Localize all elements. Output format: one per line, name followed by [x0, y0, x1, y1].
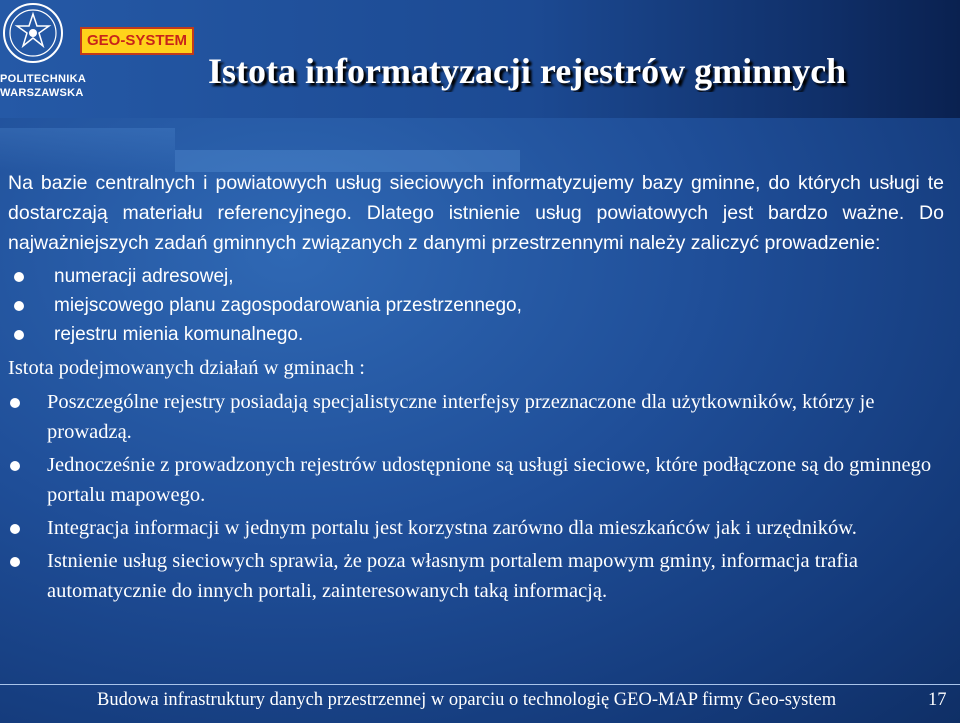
bullet-icon: [10, 557, 20, 567]
list-item: Poszczególne rejestry posiadają specjalistyczne interfejsy przeznaczone dla użytkowników, którzy je prowadzą.: [8, 387, 944, 447]
section-heading: Istota podejmowanych działań w gminach :: [8, 357, 365, 379]
list-item: Jednocześnie z prowadzonych rejestrów udostępnione są usługi sieciowe, które podłączone są do gminnego portalu mapowego.: [8, 450, 944, 510]
bullet-icon: [14, 301, 24, 311]
bullet-icon: [10, 524, 20, 534]
list-item: Integracja informacji w jednym portalu jest korzystna zarówno dla mieszkańców jak i urzędników.: [8, 513, 944, 543]
tasks-list: [8, 262, 944, 349]
university-emblem-icon: [2, 2, 64, 64]
page-number: 17: [928, 690, 947, 710]
footer-text: Budowa infrastruktury danych przestrzennej w oparciu o technologię GEO-MAP firmy Geo-system: [97, 690, 837, 710]
university-name: POLITECHNIKA WARSZAWSKA: [0, 73, 87, 99]
decorative-strip: [0, 128, 175, 172]
intro-paragraph: Na bazie centralnych i powiatowych usług sieciowych informatyzujemy bazy gminne, do których usługi te dostarczają materiału referencyjnego. Dlatego istnienie usług powiatowych jest bardzo ważne. Do najważniejszych zadań gminnych związanych z danymi przestrzennymi należy zaliczyć prowadzenie:: [8, 172, 944, 254]
company-logo: GEO-SYSTEM: [80, 27, 194, 55]
actions-list: [8, 387, 944, 606]
list-item: rejestru mienia komunalnego.: [8, 320, 944, 349]
list-item: Istnienie usług sieciowych sprawia, że poza własnym portalem mapowym gminy, informacja trafia automatycznie do innych portali, zainteresowanych taką informacją.: [8, 546, 944, 606]
list-item: miejscowego planu zagospodarowania przestrzennego,: [8, 291, 944, 320]
list-item: numeracji adresowej,: [8, 262, 944, 291]
bullet-icon: [10, 461, 20, 471]
bullet-icon: [14, 330, 24, 340]
slide-title: Istota informatyzacji rejestrów gminnych: [208, 51, 847, 91]
bullet-icon: [14, 272, 24, 282]
university-logo: [0, 0, 87, 104]
footer-divider: [0, 684, 960, 685]
slide-content: [8, 168, 944, 609]
bullet-icon: [10, 398, 20, 408]
